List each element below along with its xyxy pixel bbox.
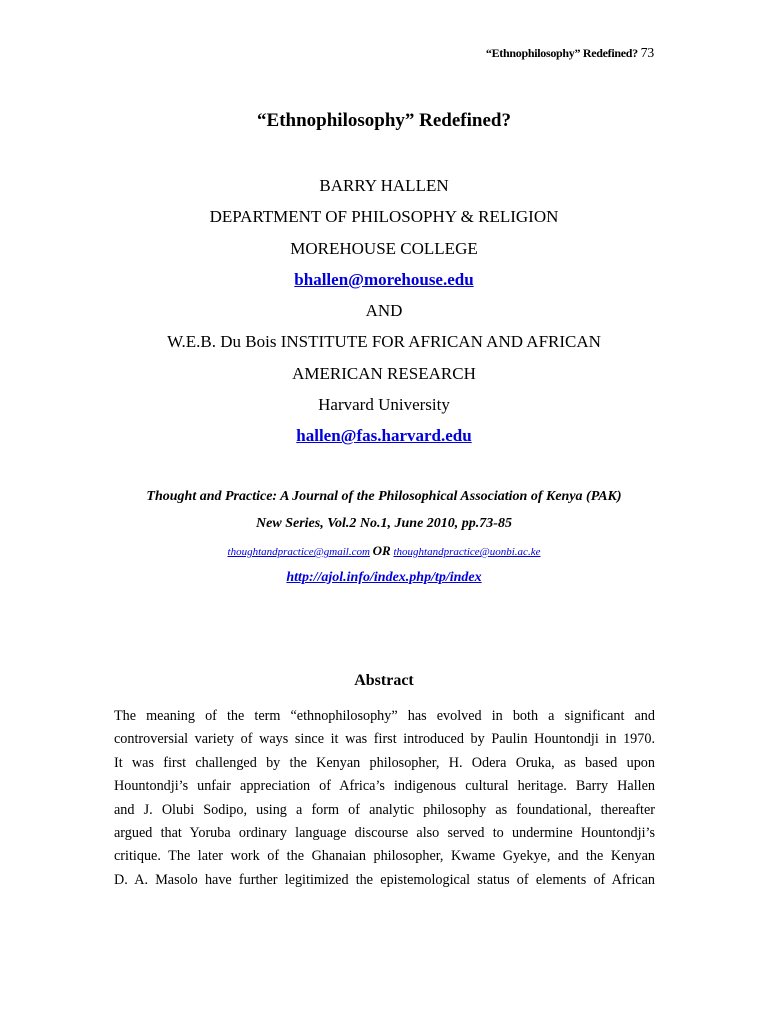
email-link-harvard[interactable]: hallen@fas.harvard.edu	[296, 426, 472, 446]
author-department: DEPARTMENT OF PHILOSOPHY & RELIGION	[209, 207, 559, 227]
institute-line-1: W.E.B. Du Bois INSTITUTE FOR AFRICAN AND AFRICAN	[167, 332, 601, 352]
journal-emails	[0, 541, 768, 568]
abstract-line: critique. The later work of the Ghanaian philosopher, Kwame Gyekye, and the Kenyan	[114, 848, 655, 865]
journal-name: Thought and Practice: A Journal of the Philosophical Association of Kenya (PAK)	[146, 489, 622, 504]
abstract-line: argued that Yoruba ordinary language discourse also served to undermine Hountondji’s	[114, 825, 655, 842]
author-college: MOREHOUSE COLLEGE	[290, 238, 478, 258]
email-link-morehouse[interactable]: bhallen@morehouse.edu	[294, 269, 474, 289]
journal-url-line	[0, 568, 768, 595]
author-university: Harvard University	[318, 395, 450, 415]
author-block	[0, 174, 768, 456]
email-line-2	[0, 424, 768, 455]
journal-series: New Series, Vol.2 No.1, June 2010, pp.73-85	[256, 516, 512, 531]
abstract-heading: Abstract	[354, 672, 414, 689]
page-number: 73	[640, 46, 654, 61]
abstract-line: It was first challenged by the Kenyan philosopher, H. Odera Oruka, as based upon	[114, 754, 655, 771]
abstract-line: controversial variety of ways since it was first introduced by Paulin Hountondji in 1970.	[114, 731, 655, 748]
abstract-line: D. A. Masolo have further legitimized the epistemological status of elements of African	[114, 871, 655, 888]
email-line-1	[0, 268, 768, 299]
author-name: BARRY HALLEN	[319, 176, 449, 195]
institute-line-2: AMERICAN RESEARCH	[292, 363, 476, 383]
journal-url-link[interactable]: http://ajol.info/index.php/tp/index	[286, 570, 482, 585]
journal-email-link-uonbi[interactable]: thoughtandpractice@uonbi.ac.ke	[393, 546, 541, 558]
journal-email-link-gmail[interactable]: thoughtandpractice@gmail.com	[227, 546, 370, 558]
running-head	[486, 46, 654, 62]
abstract-line: Hountondji’s unfair appreciation of Africa’s indigenous cultural heritage. Barry Hallen	[114, 778, 655, 795]
abstract-line: The meaning of the term “ethnophilosophy” has evolved in both a significant and	[114, 708, 655, 724]
author-conjunction: AND	[365, 301, 403, 321]
paper-title: “Ethnophilosophy” Redefined?	[257, 110, 511, 131]
running-head-title: “Ethnophilosophy” Redefined?	[485, 46, 638, 60]
abstract-line: and J. Olubi Sodipo, using a form of analytic philosophy as foundational, thereafter	[114, 801, 655, 818]
abstract-body	[114, 705, 655, 892]
journal-or-text: OR	[372, 543, 391, 558]
journal-citation	[0, 487, 768, 595]
